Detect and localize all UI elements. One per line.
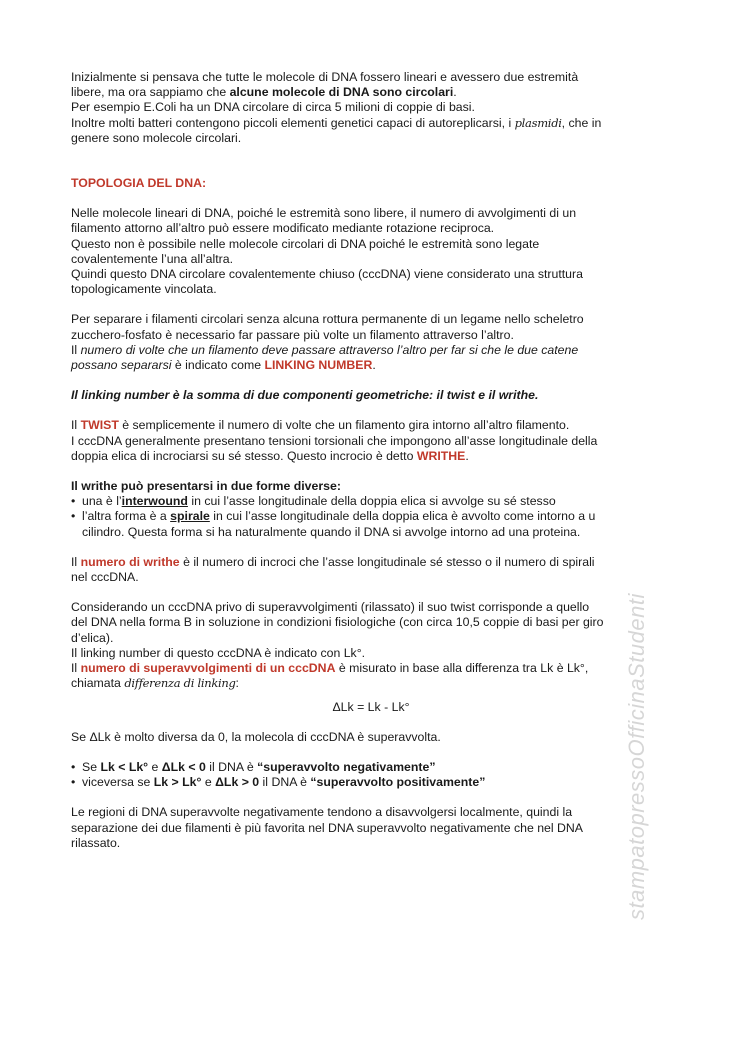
paragraph-linear-vs-circular — [71, 206, 671, 297]
watermark-text: stampatopressoOfficinaStudenti — [624, 593, 649, 920]
text-line: libere, ma ora sappiamo che alcune molecole di DNA sono circolari. — [71, 85, 457, 100]
writhe-number-term: numero di writhe — [80, 554, 180, 569]
list-item: • l’altra forma è a spirale in cui l’asse longitudinale della doppia elica è avvolto come intorno a u cilindro. Questa forma si ha naturalmente quando il DNA si avvolge intorno ad una proteina. — [71, 509, 671, 539]
text-line: Il numero di writhe è il numero di incroci che l’asse longitudinale sé stesso o il numero di spirali — [71, 554, 595, 569]
twist-term: TWIST — [80, 418, 119, 433]
text-line: Questo non è possibile nelle molecole circolari di DNA poiché le estremità sono legate — [71, 236, 540, 251]
text-line: I cccDNA generalmente presentano tensioni torsionali che impongono all’asse longitudinale della — [71, 433, 598, 448]
text-line: topologicamente vincolata. — [71, 282, 217, 297]
text-line: Il numero di superavvolgimenti di un cccDNA è misurato in base alla differenza tra Lk è Lk°, — [71, 661, 589, 676]
linking-number-definition: Il linking number è la somma di due componenti geometriche: il twist e il writhe. — [71, 388, 539, 403]
linking-difference-term: differenza di linking — [124, 676, 236, 691]
text-line: Il numero di volte che un filamento deve passare attraverso l’altro per far si che le due catene — [71, 342, 579, 357]
text-line: Le regioni di DNA superavvolte negativamente tendono a disavvolgersi localmente, quindi la — [71, 805, 573, 820]
text-line: Nelle molecole lineari di DNA, poiché le estremità sono libere, il numero di avvolgimenti di un — [71, 206, 577, 221]
text-line: genere sono molecole circolari. — [71, 130, 242, 145]
list-item: • una è l’interwound in cui l’asse longitudinale della doppia elica si avvolge su sé stesso — [71, 494, 671, 509]
text-line: Inoltre molti batteri contengono piccoli elementi genetici capaci di autoreplicarsi, i plasmidi, che in — [71, 115, 602, 130]
paragraph-writhe-number — [71, 555, 671, 585]
paragraph-linking-number — [71, 312, 671, 373]
emphasis: alcune molecole di DNA sono circolari — [229, 85, 454, 100]
list-item: • Se Lk < Lk° e ΔLk < 0 il DNA è “superavvolto negativamente” — [71, 760, 671, 775]
section-heading: TOPOLOGIA DEL DNA: — [71, 176, 207, 191]
paragraph-sign — [71, 760, 671, 790]
sign-list — [71, 760, 671, 790]
text-line: filamento attorno all’altro può essere modificato mediante rotazione reciproca. — [71, 221, 495, 236]
writhe-term: WRITHE — [416, 448, 466, 463]
text-line: possano separarsi è indicato come LINKING NUMBER. — [71, 358, 376, 373]
paragraph-writhe-forms — [71, 479, 671, 540]
list-title: Il writhe può presentarsi in due forme diverse: — [71, 479, 341, 494]
linking-number-term: LINKING NUMBER — [264, 358, 373, 373]
plasmidi-term: plasmidi — [514, 115, 562, 130]
text-line: chiamata differenza di linking: — [71, 676, 239, 691]
text-line: Per separare i filamenti circolari senza alcuna rottura permanente di un legame nello scheletro — [71, 312, 584, 327]
text-line: nel cccDNA. — [71, 570, 139, 585]
text-line: separazione dei due filamenti è più favorita nel DNA superavvolto negativamente che nel DNA — [71, 820, 583, 835]
text-line: rilassato. — [71, 835, 121, 850]
delta-lk-formula: ΔLk = Lk - Lk° — [332, 699, 410, 714]
intro-paragraph — [71, 70, 671, 146]
text-line: covalentemente l’una all’altra. — [71, 251, 234, 266]
document-body — [71, 70, 671, 851]
paragraph-twist — [71, 418, 671, 464]
text-line: Per esempio E.Coli ha un DNA circolare di circa 5 milioni di coppie di basi. — [71, 100, 475, 115]
text-line: doppia elica di incrociarsi su sé stesso. Questo incrocio è detto WRITHE. — [71, 448, 469, 463]
text-line: Il linking number di questo cccDNA è indicato con Lk°. — [71, 645, 366, 660]
text-line: d’elica). — [71, 630, 114, 645]
paragraph-supercoiled: Se ΔLk è molto diversa da 0, la molecola di cccDNA è superavvolta. — [71, 729, 441, 744]
text-line: Considerando un cccDNA privo di superavvolgimenti (rilassato) il suo twist corrisponde a quello — [71, 600, 590, 615]
supercoil-number-term: numero di superavvolgimenti di un cccDNA — [80, 661, 336, 676]
text-line: zucchero-fosfato è necessario far passare più volte un filamento attraverso l’altro. — [71, 327, 514, 342]
writhe-forms-list — [71, 494, 671, 540]
list-item: • viceversa se Lk > Lk° e ΔLk > 0 il DNA è “superavvolto positivamente” — [71, 775, 671, 790]
text-line: Quindi questo DNA circolare covalentemente chiuso (cccDNA) viene considerato una struttura — [71, 267, 583, 282]
text-line: Il TWIST è semplicemente il numero di volte che un filamento gira intorno all’altro filamento. — [71, 418, 570, 433]
paragraph-negative-supercoil — [71, 805, 671, 851]
text-line: del DNA nella forma B in soluzione in condizioni fisiologiche (con circa 10,5 coppie di basi per giro — [71, 615, 604, 630]
text-line: Inizialmente si pensava che tutte le molecole di DNA fossero lineari e avessero due estremità — [71, 70, 579, 84]
paragraph-supercoiling — [71, 600, 671, 691]
